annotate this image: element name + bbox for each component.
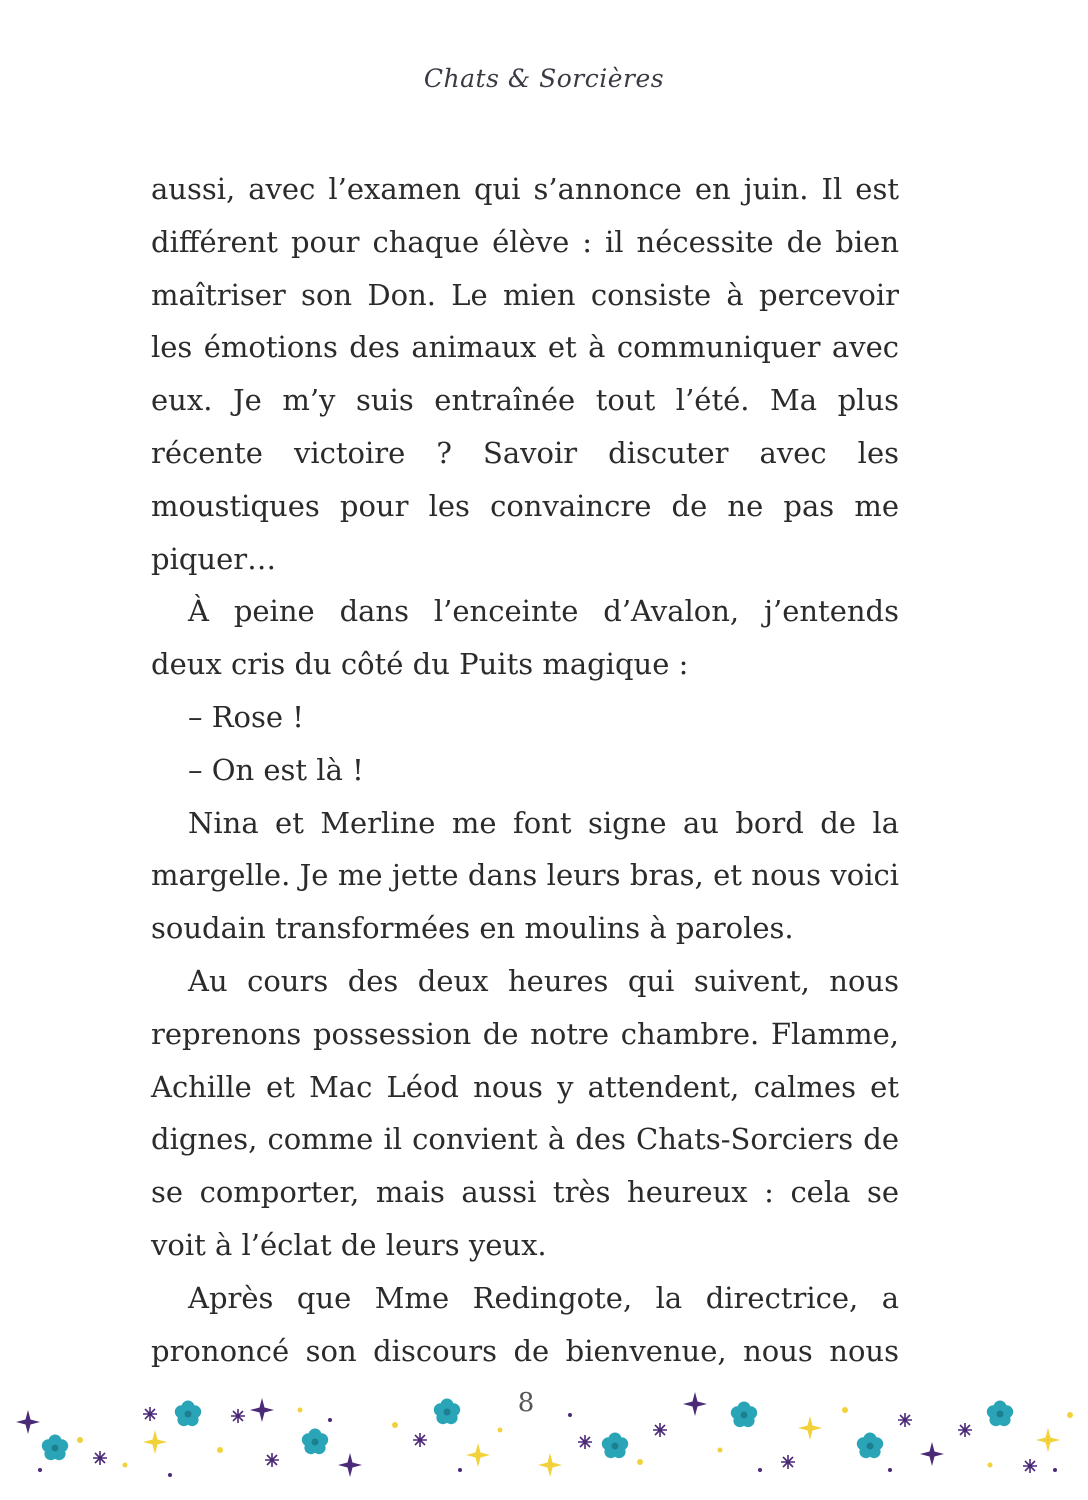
- dialogue-line: – Rose !: [188, 699, 304, 734]
- running-title: Chats & Sorcières: [423, 64, 665, 93]
- page-body: [151, 163, 899, 1377]
- sparkle-icon: [77, 1407, 1073, 1468]
- floral-border: [0, 1370, 1088, 1500]
- paragraph: Après que Mme Redingote, la directrice, a prononcé son discours de bienvenue, nous nous: [151, 1280, 899, 1368]
- sparkle-icon: [93, 1407, 1037, 1473]
- star-icon: [143, 1416, 1060, 1477]
- paragraph: Au cours des deux heures qui suivent, nous reprenons possession de notre chambre. Flamme, Achille et Mac Léod nous y attendent, calmes et dignes, comme il convient à des Chats-Sorciers de se comporter, mais aussi très heureux : cela se voit à l’éclat de leurs yeux.: [151, 963, 899, 1262]
- dialogue-line: – On est là !: [188, 752, 364, 787]
- paragraph: Nina et Merline me font signe au bord de la margelle. Je me jette dans leurs bras, et nous voici soudain transformées en moulins à paroles.: [151, 805, 899, 946]
- paragraph: aussi, avec l’examen qui s’annonce en juin. Il est différent pour chaque élève : il nécessite de bien maîtriser son Don. Le mien consiste à percevoir les émotions des animaux et à communiquer avec eux. Je m’y suis entraînée tout l’été. Ma plus récente victoire ? Savoir discuter avec les moustiques pour les convaincre de ne pas me piquer…: [151, 172, 899, 576]
- paragraph: À peine dans l’enceinte d’Avalon, j’entends deux cris du côté du Puits magique :: [151, 594, 899, 682]
- page-number: 8: [517, 1388, 535, 1418]
